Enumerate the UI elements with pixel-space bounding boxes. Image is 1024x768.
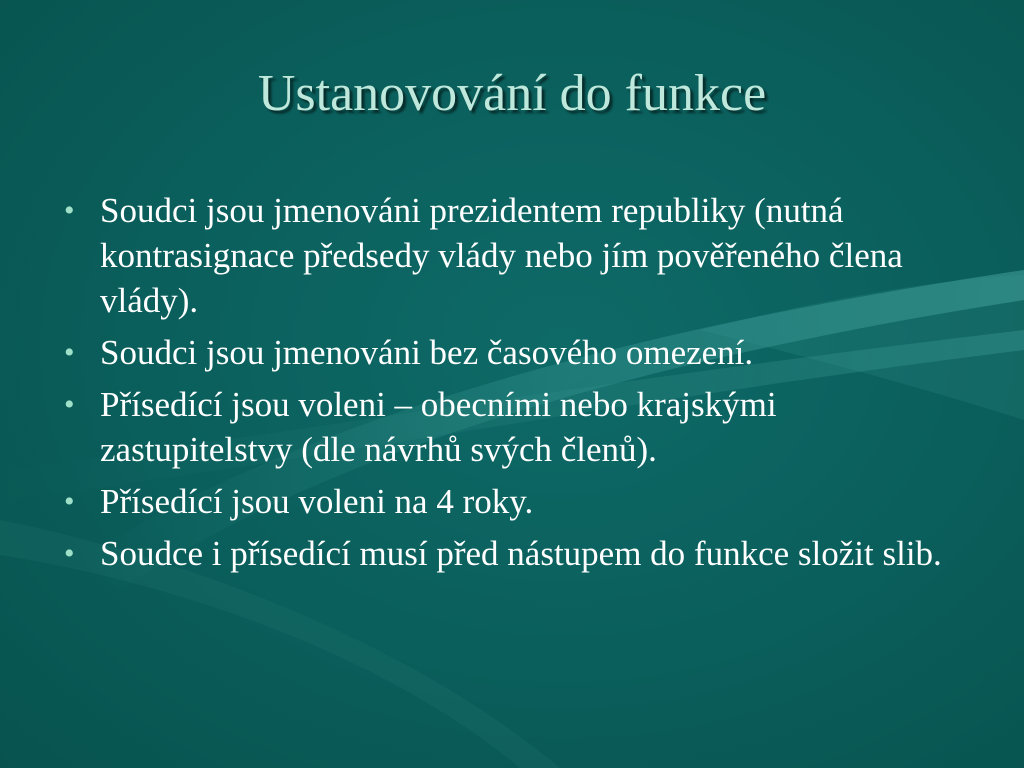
- bullet-dot-icon: •: [64, 537, 75, 570]
- slide-title: Ustanovování do funkce: [257, 65, 767, 122]
- bullet-list: [62, 188, 962, 583]
- bullet-item: [62, 479, 962, 524]
- bullet-item: [62, 330, 962, 375]
- bullet-item: [62, 531, 962, 576]
- bullet-text: Soudci jsou jmenováni prezidentem republiky (nutná kontrasignace předsedy vlády nebo jím pověřeného člena vlády).: [100, 191, 903, 320]
- bullet-text: Přísedící jsou voleni na 4 roky.: [100, 482, 534, 521]
- bullet-text: Přísedící jsou voleni – obecními nebo krajskými zastupitelstvy (dle návrhů svých členů).: [100, 385, 777, 469]
- bullet-dot-icon: •: [64, 388, 75, 421]
- bullet-item: [62, 382, 962, 472]
- bullet-dot-icon: •: [64, 336, 75, 369]
- bullet-text: Soudce i přísedící musí před nástupem do funkce složit slib.: [100, 534, 942, 573]
- bullet-dot-icon: •: [64, 194, 75, 227]
- bullet-item: [62, 188, 962, 323]
- bullet-dot-icon: •: [64, 485, 75, 518]
- bullet-text: Soudci jsou jmenováni bez časového omezení.: [100, 333, 754, 372]
